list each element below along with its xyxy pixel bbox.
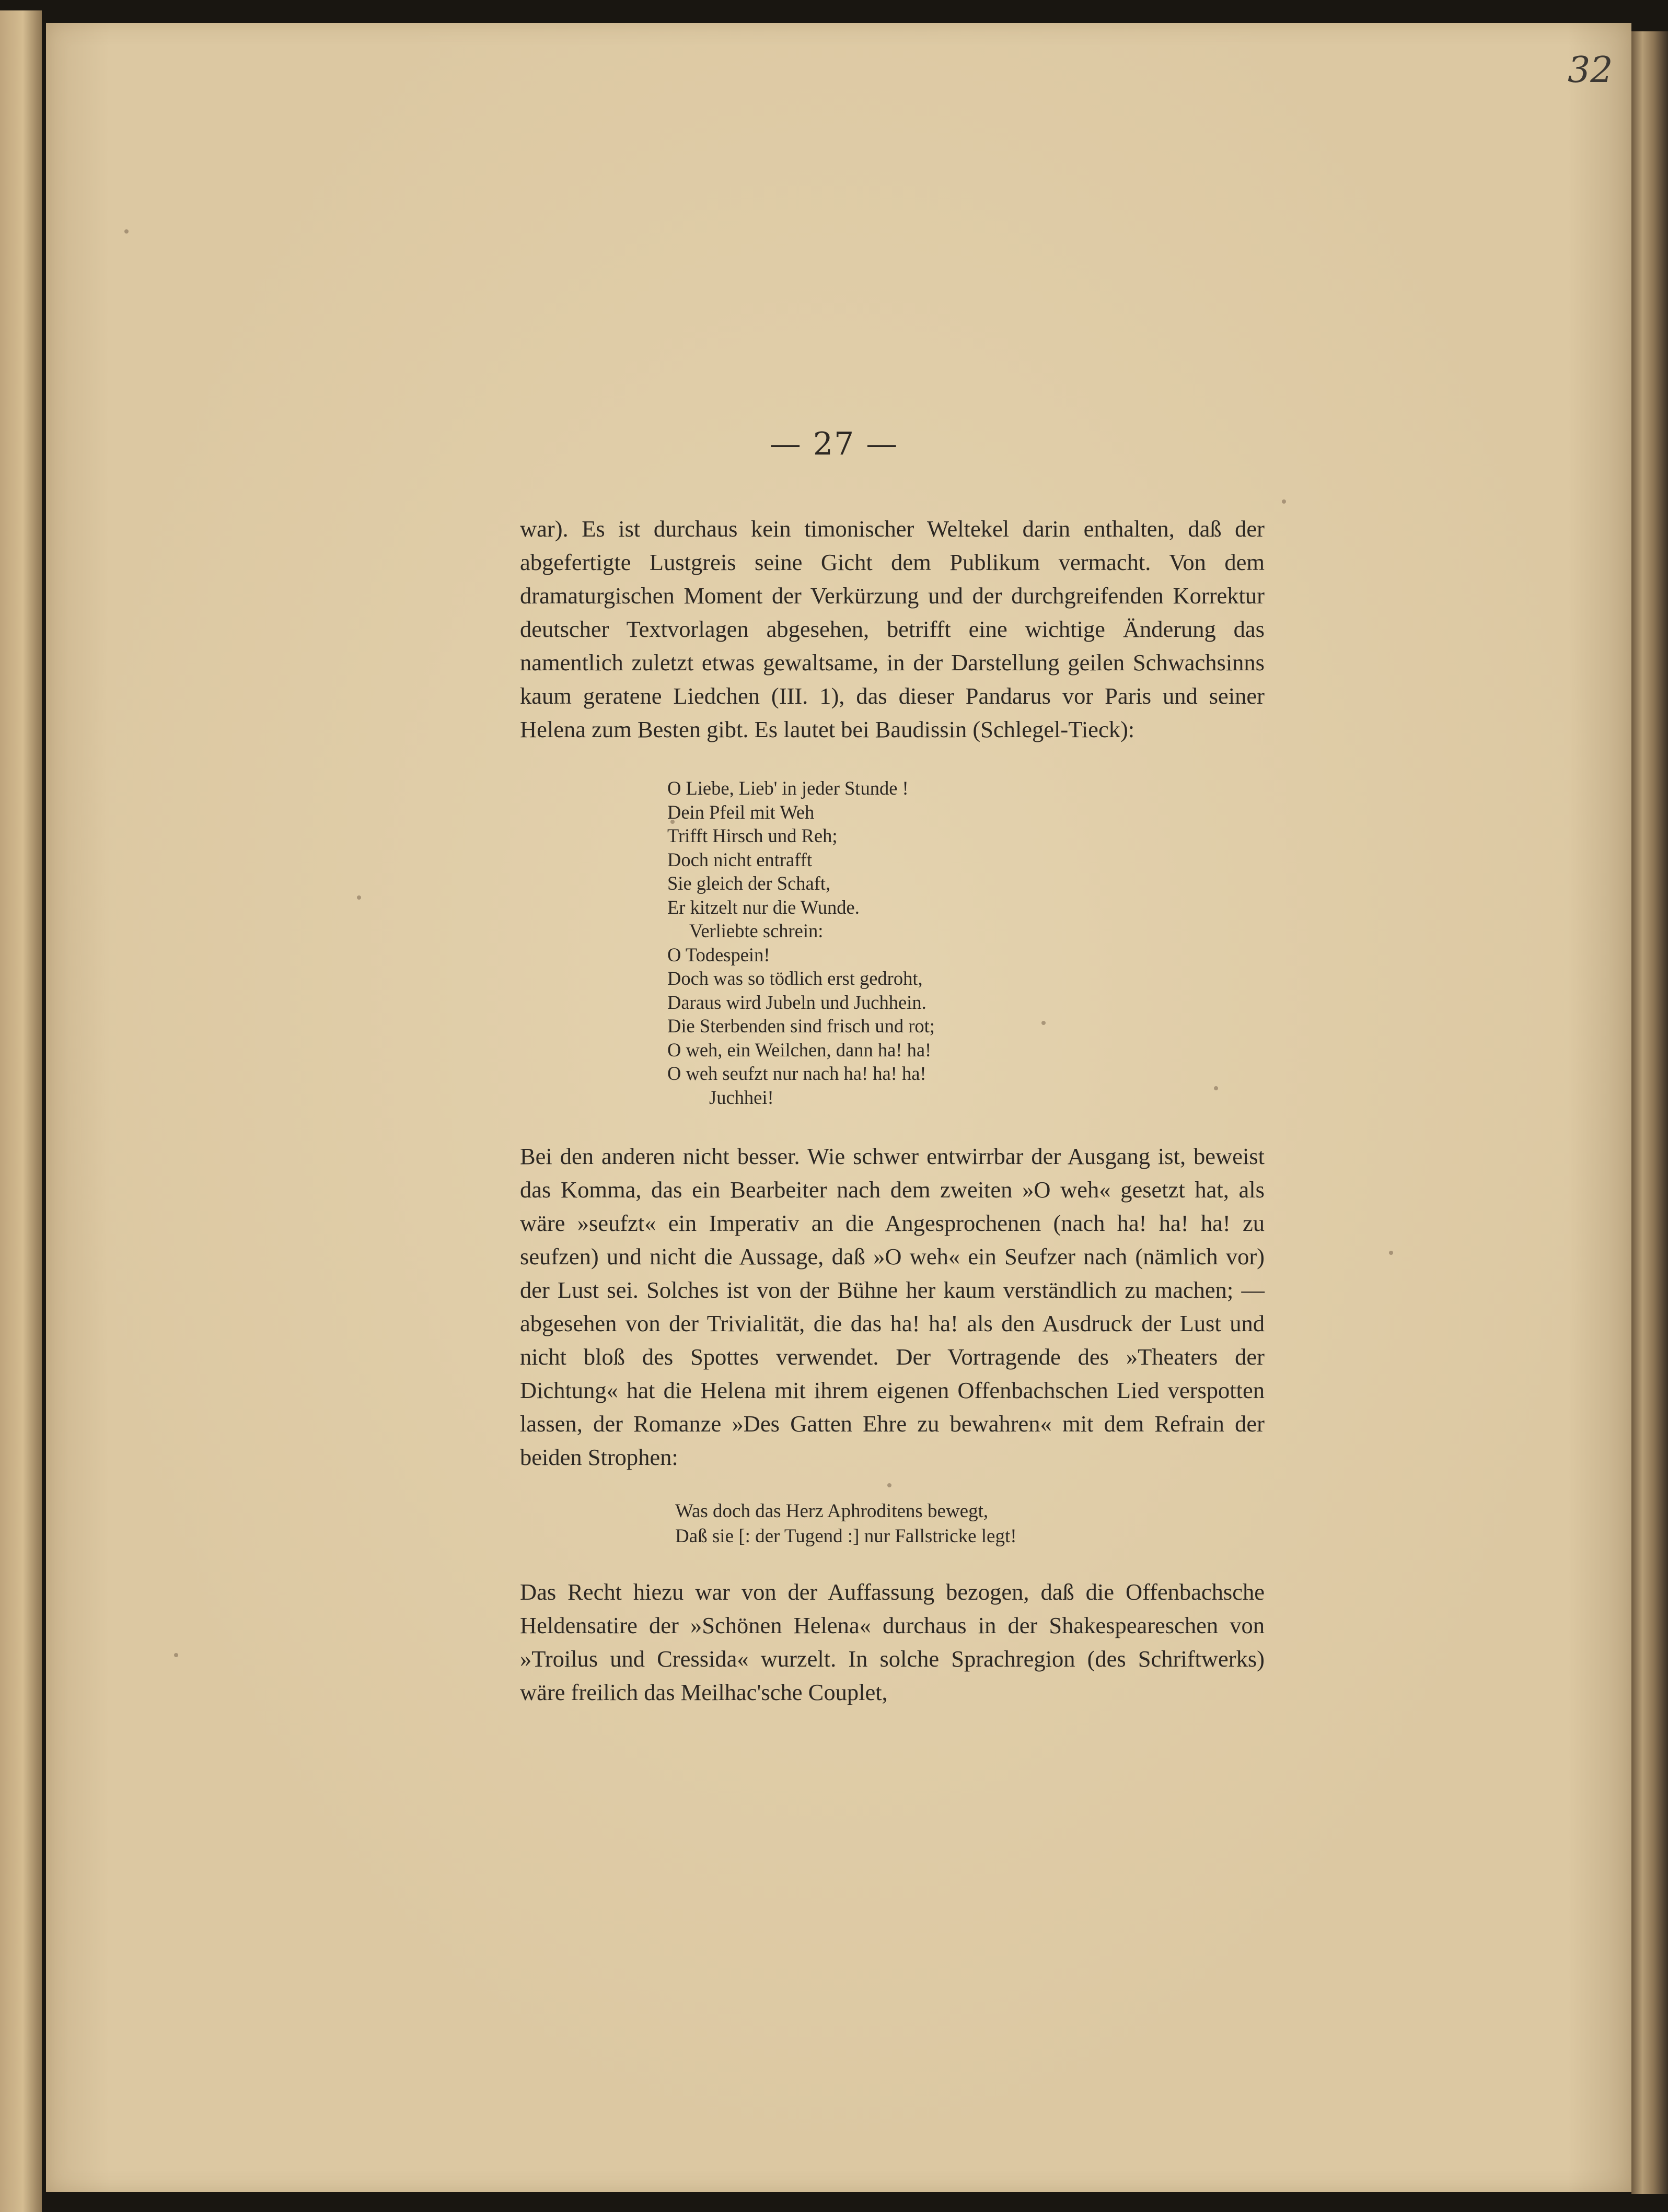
verse-line: Sie gleich der Schaft,: [667, 872, 831, 894]
verse-line: Die Sterbenden sind frisch und rot;: [667, 1015, 935, 1037]
page-edge-shadow: [1631, 31, 1668, 2194]
verse-line: Daraus wird Jubeln und Juchhein.: [667, 991, 926, 1013]
verse-line: Verliebte schrein:: [689, 920, 824, 941]
paper-speck: [357, 895, 361, 900]
paragraph: Bei den anderen nicht besser. Wie schwer entwirrbar der Ausgang ist, beweist das Komma, das ein Bearbeiter nach dem zweiten »O weh« gesetzt hat, als wäre »seufzt« ein Imperativ an die Angesprochenen (nach ha! ha! ha! zu seufzen) und nicht die Aussage, daß »O weh« ein Seufzer nach (nämlich vor) der Lust sei. Solches ist von der Bühne her kaum verständlich zu machen; — abgesehen von der Trivialität, die das ha! ha! als den Ausdruck der Lust und nicht bloß des Spottes verwendet. Der Vortragende des »Theaters der Dichtung« hat die Helena mit ihrem eigenen Offenbachschen Lied verspotten lassen, der Romanze »Des Gatten Ehre zu bewahren« mit dem Refrain der beiden Strophen:: [520, 1143, 1265, 1470]
archive-folio-number: 32: [1568, 50, 1613, 91]
verse-quote-baudissin: [667, 776, 1265, 1109]
verse-line: Daß sie [: der Tugend :] nur Fallstricke legt!: [675, 1526, 1017, 1547]
verse-line: Er kitzelt nur die Wunde.: [667, 896, 860, 918]
verse-line: O weh seufzt nur nach ha! ha! ha!: [667, 1063, 926, 1084]
paper-speck: [124, 229, 129, 234]
verse-line: Was doch das Herz Aphroditens bewegt,: [675, 1500, 989, 1522]
paper-speck: [1389, 1251, 1393, 1255]
verse-line: O Liebe, Lieb' in jeder Stunde !: [667, 777, 909, 799]
verse-line: O Todespein!: [667, 944, 770, 965]
verse-quote-refrain: [675, 1499, 1265, 1549]
verse-line: Doch nicht entrafft: [667, 848, 813, 870]
paper-speck: [174, 1653, 178, 1657]
verse-line: Trifft Hirsch und Reh;: [667, 825, 838, 846]
left-page-edge: [0, 10, 42, 2212]
verse-line: Dein Pfeil mit Weh: [667, 801, 815, 823]
page-number: — 27 —: [769, 426, 899, 462]
verse-line: O weh, ein Weilchen, dann ha! ha!: [667, 1039, 932, 1061]
paper-speck: [1282, 499, 1286, 504]
paragraph: war). Es ist durchaus kein timonischer Weltekel darin enthalten, daß der abgefertigte Lustgreis seine Gicht dem Publikum vermacht. Von dem dramaturgischen Moment der Verkürzung und der durchgreifenden Korrektur deutscher Textvorlagen abgesehen, betrifft eine wichtige Änderung das namentlich zuletzt etwas gewaltsame, in der Darstellung geilen Schwachsinns kaum geratene Liedchen (III. 1), das dieser Pandarus vor Paris und seiner Helena zum Besten gibt. Es lautet bei Baudissin (Schlegel-Tieck):: [520, 516, 1265, 742]
verse-line: Doch was so tödlich erst gedroht,: [667, 968, 923, 989]
text-block: [520, 512, 1265, 1709]
paragraph: Das Recht hiezu war von der Auffassung bezogen, daß die Offenbachsche Heldensatire der »Schönen Helena« durchaus in der Shakespeareschen von »Troilus und Cressida« wurzelt. In solche Sprachregion (des Schriftwerks) wäre freilich das Meilhac'sche Couplet,: [520, 1579, 1265, 1705]
verse-line: Juchhei!: [709, 1086, 774, 1108]
